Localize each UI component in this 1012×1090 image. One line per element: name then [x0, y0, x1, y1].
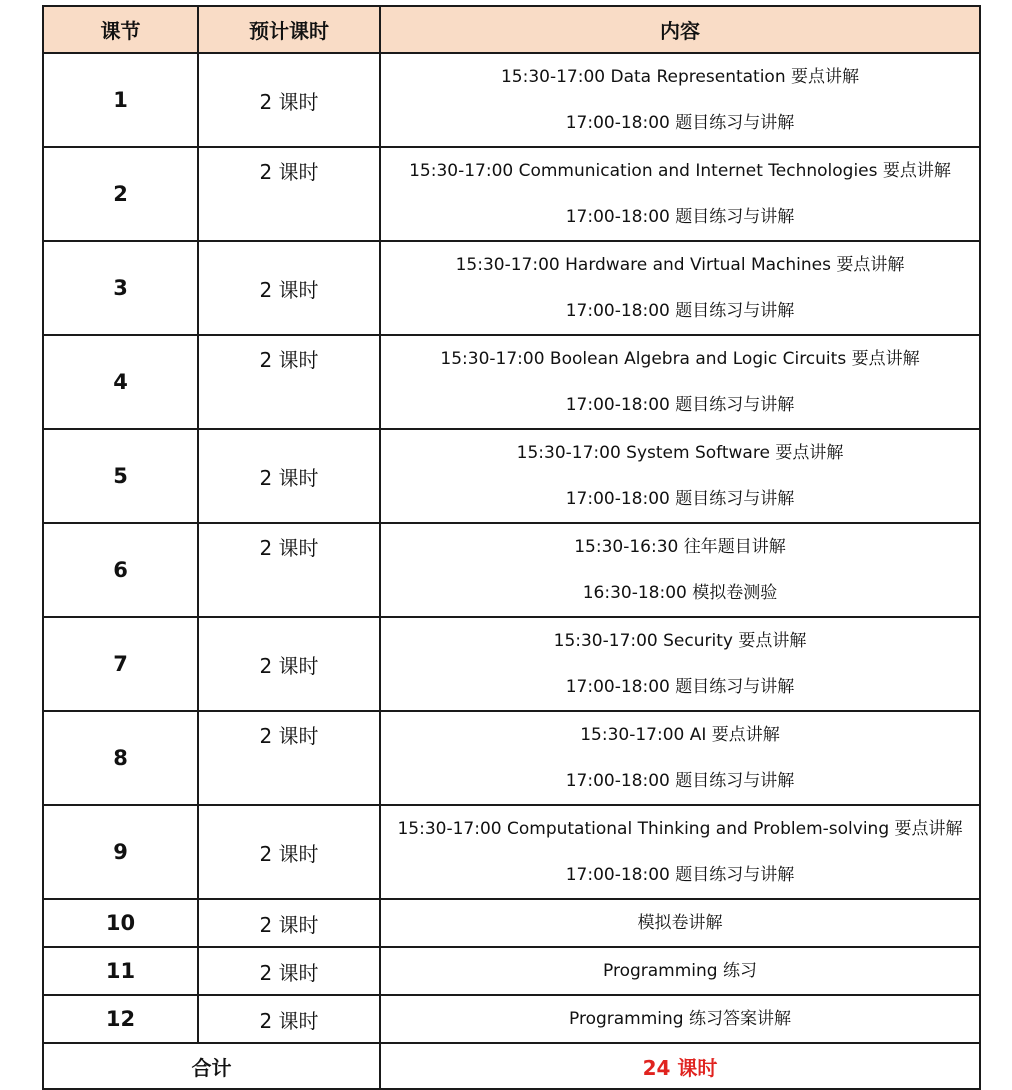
table-row [43, 429, 980, 523]
header-content: 内容 [380, 6, 980, 53]
content-line: 15:30-17:00 Boolean Algebra and Logic Circuits 要点讲解 [440, 349, 920, 369]
content-line: 17:00-18:00 题目练习与讲解 [565, 395, 795, 415]
header-hours: 预计课时 [198, 6, 380, 53]
header-row [43, 6, 980, 53]
lesson-number: 4 [43, 335, 198, 429]
course-schedule-table [42, 5, 981, 1090]
lesson-content [380, 995, 980, 1043]
lesson-number: 9 [43, 805, 198, 899]
lesson-hours: 2 课时 [198, 429, 380, 523]
lesson-number: 12 [43, 995, 198, 1043]
table-row [43, 523, 980, 617]
lesson-hours: 2 课时 [198, 711, 380, 805]
lesson-content [380, 947, 980, 995]
header-lesson: 课节 [43, 6, 198, 53]
table-row [43, 711, 980, 805]
total-label: 合计 [43, 1043, 380, 1089]
lesson-number: 10 [43, 899, 198, 947]
lesson-content [380, 241, 980, 335]
content-line: 17:00-18:00 题目练习与讲解 [565, 489, 795, 509]
lesson-number: 3 [43, 241, 198, 335]
content-line: 16:30-18:00 模拟卷测验 [582, 583, 778, 603]
table-row [43, 805, 980, 899]
lesson-content [380, 617, 980, 711]
lesson-content [380, 523, 980, 617]
lesson-number: 6 [43, 523, 198, 617]
lesson-content [380, 429, 980, 523]
content-line: 17:00-18:00 题目练习与讲解 [565, 865, 795, 885]
lesson-number: 1 [43, 53, 198, 147]
lesson-content [380, 805, 980, 899]
lesson-hours: 2 课时 [198, 805, 380, 899]
content-line: 模拟卷讲解 [637, 913, 723, 933]
lesson-hours: 2 课时 [198, 241, 380, 335]
table-row [43, 335, 980, 429]
content-line: 17:00-18:00 题目练习与讲解 [565, 771, 795, 791]
total-value: 24 课时 [380, 1043, 980, 1089]
table-row [43, 899, 980, 947]
lesson-number: 11 [43, 947, 198, 995]
content-line: 15:30-17:00 AI 要点讲解 [580, 725, 780, 745]
content-line: 15:30-16:30 往年题目讲解 [574, 537, 786, 557]
table-row [43, 617, 980, 711]
content-line: 15:30-17:00 Data Representation 要点讲解 [500, 67, 860, 87]
table-row [43, 947, 980, 995]
lesson-hours: 2 课时 [198, 617, 380, 711]
table-row [43, 147, 980, 241]
lesson-hours: 2 课时 [198, 147, 380, 241]
content-line: 17:00-18:00 题目练习与讲解 [565, 301, 795, 321]
lesson-content [380, 335, 980, 429]
lesson-number: 8 [43, 711, 198, 805]
lesson-number: 2 [43, 147, 198, 241]
lesson-content [380, 711, 980, 805]
lesson-content [380, 899, 980, 947]
lesson-hours: 2 课时 [198, 53, 380, 147]
lesson-number: 7 [43, 617, 198, 711]
content-line: 17:00-18:00 题目练习与讲解 [565, 677, 795, 697]
table-row [43, 241, 980, 335]
lesson-hours: 2 课时 [198, 995, 380, 1043]
lesson-hours: 2 课时 [198, 899, 380, 947]
lesson-hours: 2 课时 [198, 947, 380, 995]
lesson-content [380, 147, 980, 241]
lesson-content [380, 53, 980, 147]
table-row [43, 53, 980, 147]
lesson-hours: 2 课时 [198, 523, 380, 617]
content-line: 15:30-17:00 Communication and Internet Technologies 要点讲解 [409, 161, 951, 181]
total-row [43, 1043, 980, 1089]
content-line: 17:00-18:00 题目练习与讲解 [565, 207, 795, 227]
content-line: Programming 练习 [603, 961, 757, 981]
lesson-hours: 2 课时 [198, 335, 380, 429]
content-line: 17:00-18:00 题目练习与讲解 [565, 113, 795, 133]
lesson-number: 5 [43, 429, 198, 523]
content-line: 15:30-17:00 Hardware and Virtual Machines 要点讲解 [455, 255, 905, 275]
content-line: 15:30-17:00 Security 要点讲解 [553, 631, 807, 651]
content-line: 15:30-17:00 Computational Thinking and Problem-solving 要点讲解 [397, 819, 963, 839]
table-row [43, 995, 980, 1043]
content-line: Programming 练习答案讲解 [569, 1009, 791, 1029]
content-line: 15:30-17:00 System Software 要点讲解 [516, 443, 844, 463]
